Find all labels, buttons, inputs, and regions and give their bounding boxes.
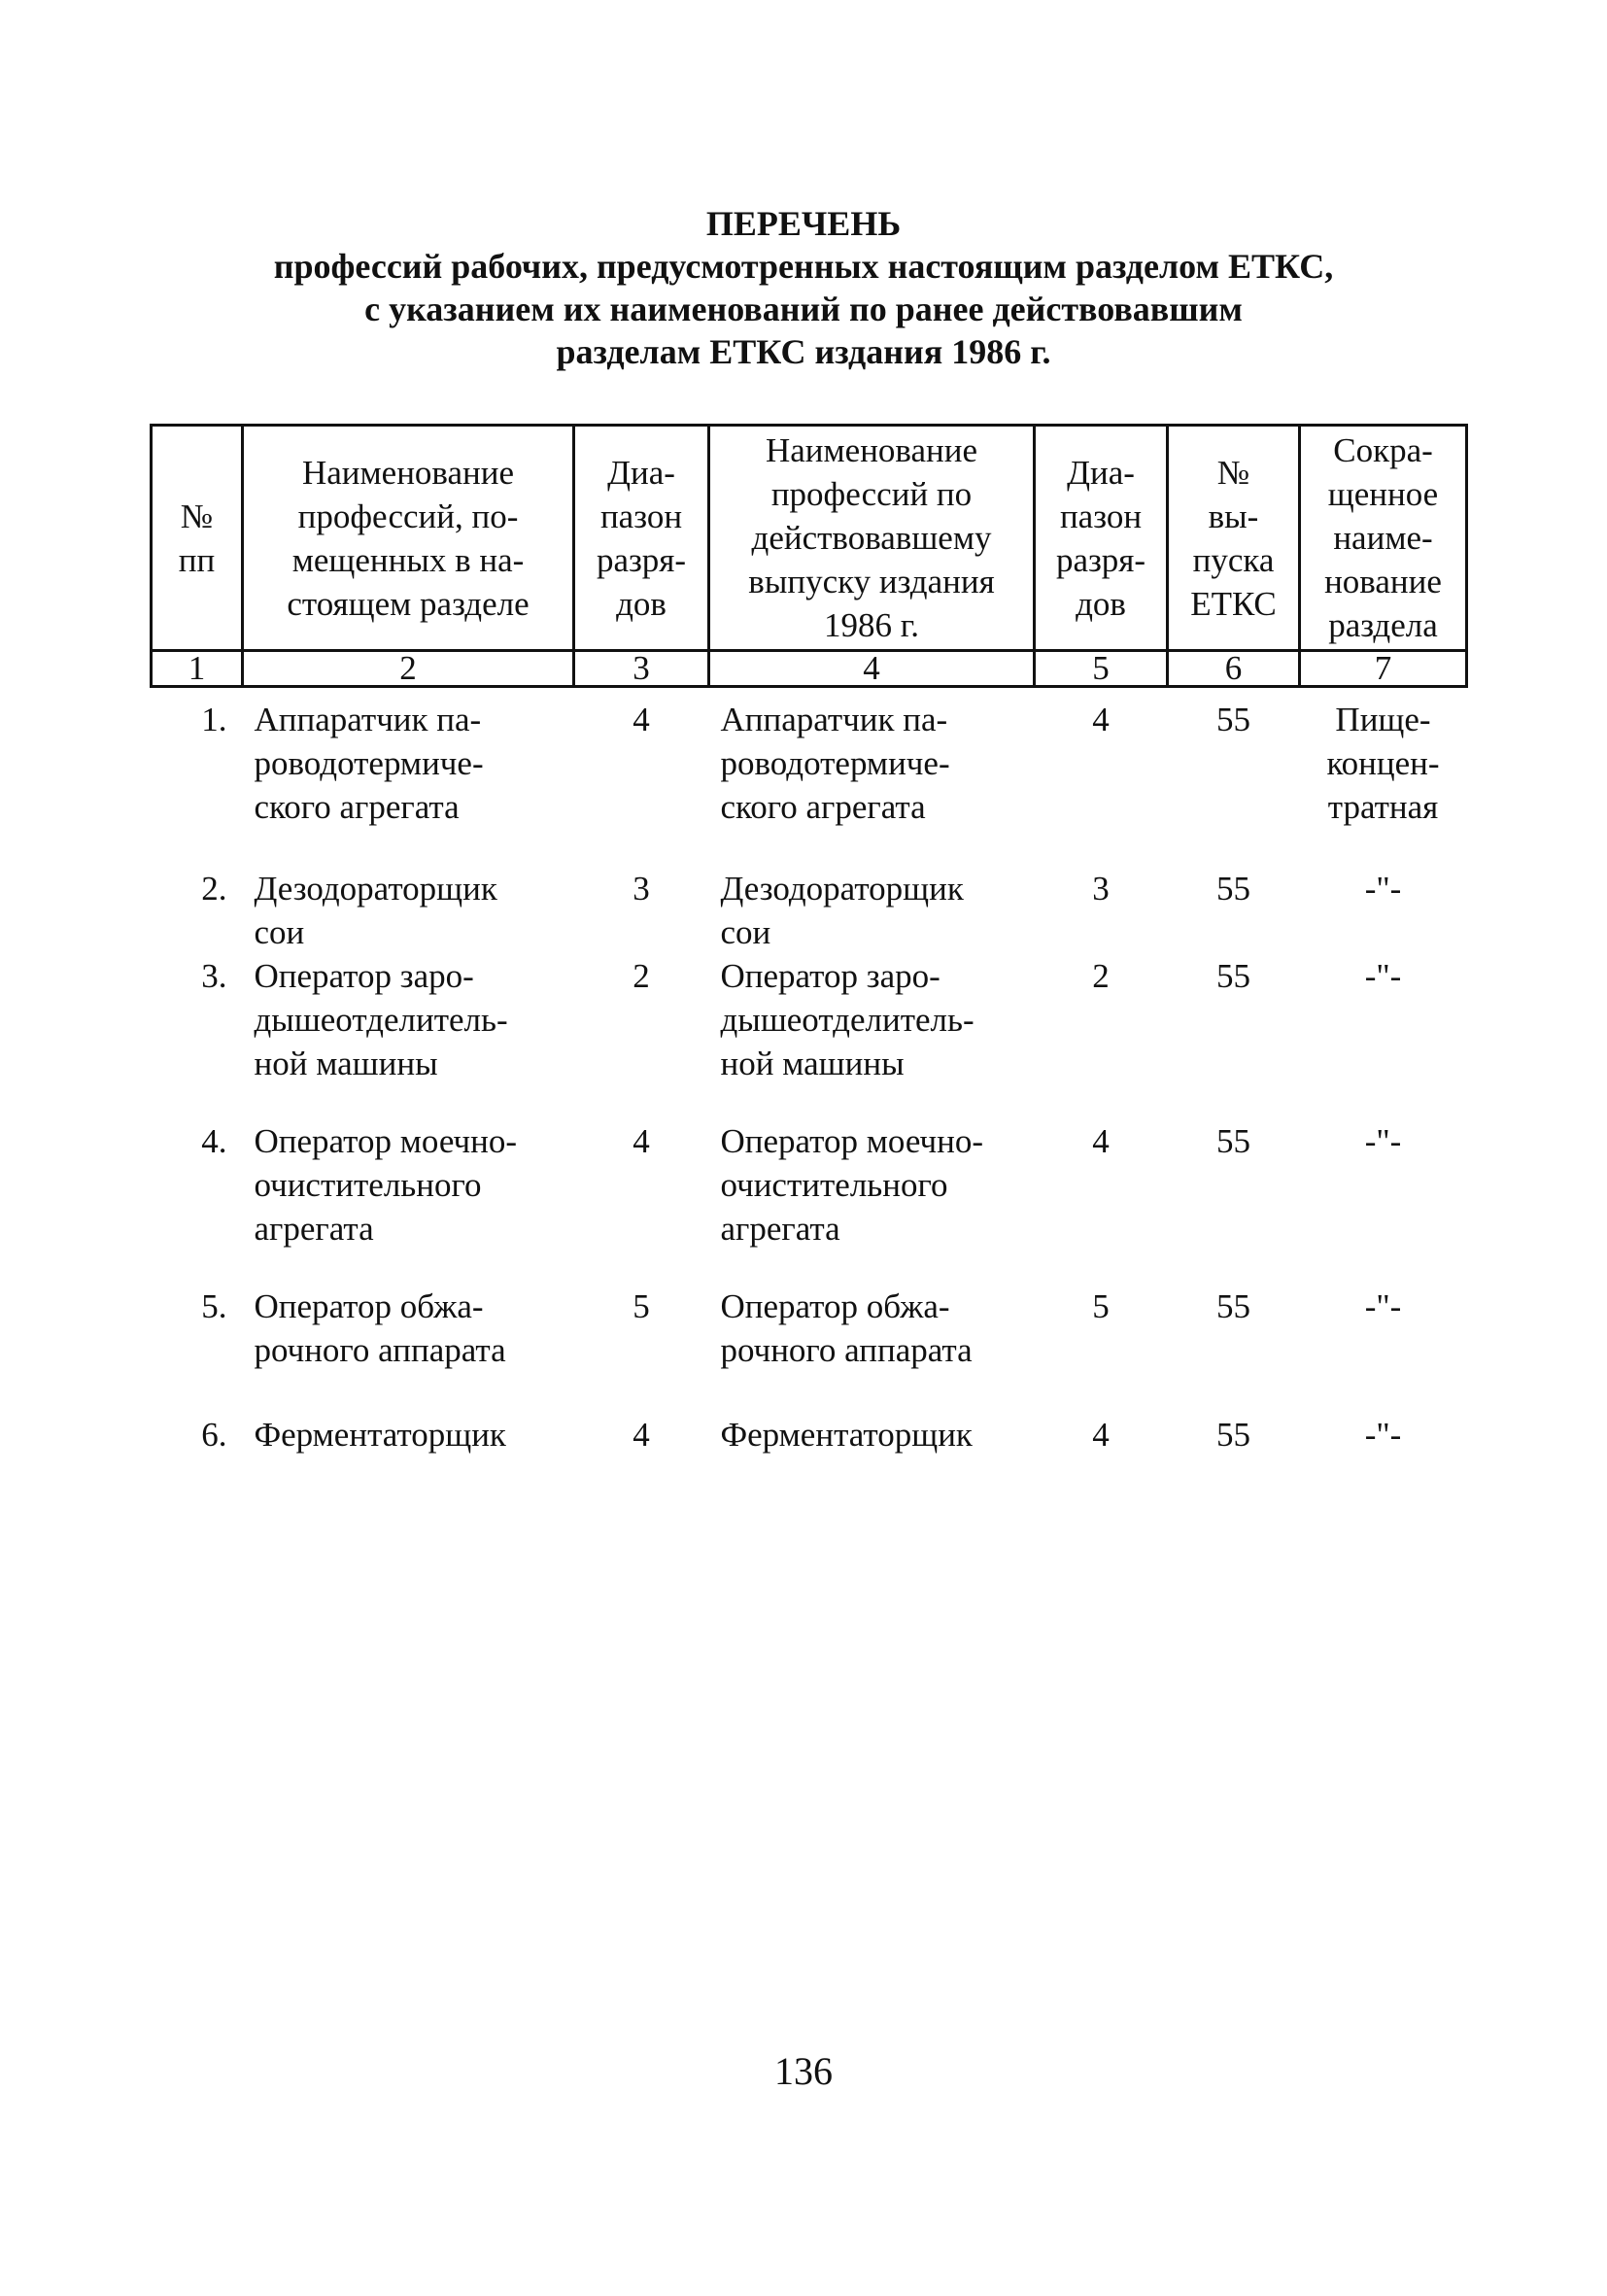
- grade-range: 2: [633, 957, 650, 995]
- column-number: 1: [152, 651, 243, 687]
- old-profession-name: Аппаратчик па- роводотермиче- ского агрегата: [720, 701, 950, 826]
- header-old-grade-range: Диа- пазон разря- дов: [1035, 426, 1168, 651]
- column-number: 6: [1168, 651, 1300, 687]
- column-number: 3: [574, 651, 709, 687]
- etks-issue: 55: [1216, 1287, 1250, 1325]
- row-number: 5.: [201, 1287, 227, 1325]
- table-row: [152, 1413, 1467, 1471]
- section-abbrev: -"-: [1364, 1122, 1402, 1160]
- header-etks-issue: № вы- пуска ЕТКС: [1168, 426, 1300, 651]
- section-abbrev: -"-: [1364, 957, 1402, 995]
- grade-range: 4: [633, 1122, 650, 1160]
- etks-issue: 55: [1216, 1416, 1250, 1454]
- old-grade-range: 3: [1092, 870, 1110, 908]
- profession-name: Оператор заро- дышеотделитель- ной машины: [254, 957, 508, 1082]
- row-number: 4.: [201, 1122, 227, 1160]
- old-profession-name: Оператор моечно- очистительного агрегата: [720, 1122, 983, 1248]
- old-grade-range: 4: [1092, 701, 1110, 738]
- old-grade-range: 4: [1092, 1416, 1110, 1454]
- grade-range: 4: [633, 701, 650, 738]
- header-old-profession-name: Наименование профессий по действовавшему выпуску издания 1986 г.: [709, 426, 1035, 651]
- page-number: 136: [774, 2049, 833, 2093]
- profession-name: Оператор обжа- рочного аппарата: [254, 1287, 506, 1369]
- column-number: 7: [1300, 651, 1467, 687]
- grade-range: 4: [633, 1416, 650, 1454]
- grade-range: 3: [633, 870, 650, 908]
- table-column-number-row: [152, 651, 1467, 687]
- section-abbrev: -"-: [1364, 870, 1402, 908]
- old-profession-name: Оператор обжа- рочного аппарата: [720, 1287, 973, 1369]
- row-number: 1.: [201, 701, 227, 738]
- table-row: [152, 1119, 1467, 1285]
- column-number: 5: [1035, 651, 1168, 687]
- old-profession-name: Оператор заро- дышеотделитель- ной машины: [720, 957, 974, 1082]
- header-section-abbrev: Сокра- щенное наиме- нование раздела: [1300, 426, 1467, 651]
- section-abbrev: Пище- концен- тратная: [1326, 701, 1440, 826]
- column-number: 4: [709, 651, 1035, 687]
- etks-issue: 55: [1216, 701, 1250, 738]
- old-grade-range: 5: [1092, 1287, 1110, 1325]
- table-row: [152, 954, 1467, 1119]
- title-subtitle-line: профессий рабочих, предусмотренных настоящим разделом ЕТКС,: [273, 247, 1334, 286]
- old-profession-name: Дезодораторщик сои: [720, 870, 964, 951]
- table-row: [152, 687, 1467, 862]
- row-number: 2.: [201, 870, 227, 908]
- title-heading: ПЕРЕЧЕНЬ: [705, 204, 902, 243]
- old-grade-range: 4: [1092, 1122, 1110, 1160]
- table-row: [152, 1285, 1467, 1413]
- grade-range: 5: [633, 1287, 650, 1325]
- profession-name: Аппаратчик па- роводотермиче- ского агрегата: [254, 701, 484, 826]
- header-grade-range: Диа- пазон разря- дов: [574, 426, 709, 651]
- etks-issue: 55: [1216, 870, 1250, 908]
- etks-issue: 55: [1216, 957, 1250, 995]
- row-number: 6.: [201, 1416, 227, 1454]
- header-number: № пп: [152, 426, 243, 651]
- profession-name: Оператор моечно- очистительного агрегата: [254, 1122, 517, 1248]
- profession-name: Дезодораторщик сои: [254, 870, 497, 951]
- title-subtitle-line: разделам ЕТКС издания 1986 г.: [556, 332, 1051, 371]
- table-row: [152, 861, 1467, 954]
- section-abbrev: -"-: [1364, 1287, 1402, 1325]
- table-header-row: [152, 426, 1467, 651]
- document-title: [0, 202, 1607, 373]
- old-profession-name: Ферментаторщик: [720, 1416, 973, 1454]
- column-number: 2: [243, 651, 574, 687]
- title-subtitle-line: с указанием их наименований по ранее действовавшим: [364, 290, 1243, 328]
- profession-name: Ферментаторщик: [254, 1416, 506, 1454]
- header-profession-name: Наименование профессий, по- мещенных в на- стоящем разделе: [243, 426, 574, 651]
- old-grade-range: 2: [1092, 957, 1110, 995]
- row-number: 3.: [201, 957, 227, 995]
- professions-table: [150, 424, 1468, 1471]
- etks-issue: 55: [1216, 1122, 1250, 1160]
- section-abbrev: -"-: [1364, 1416, 1402, 1454]
